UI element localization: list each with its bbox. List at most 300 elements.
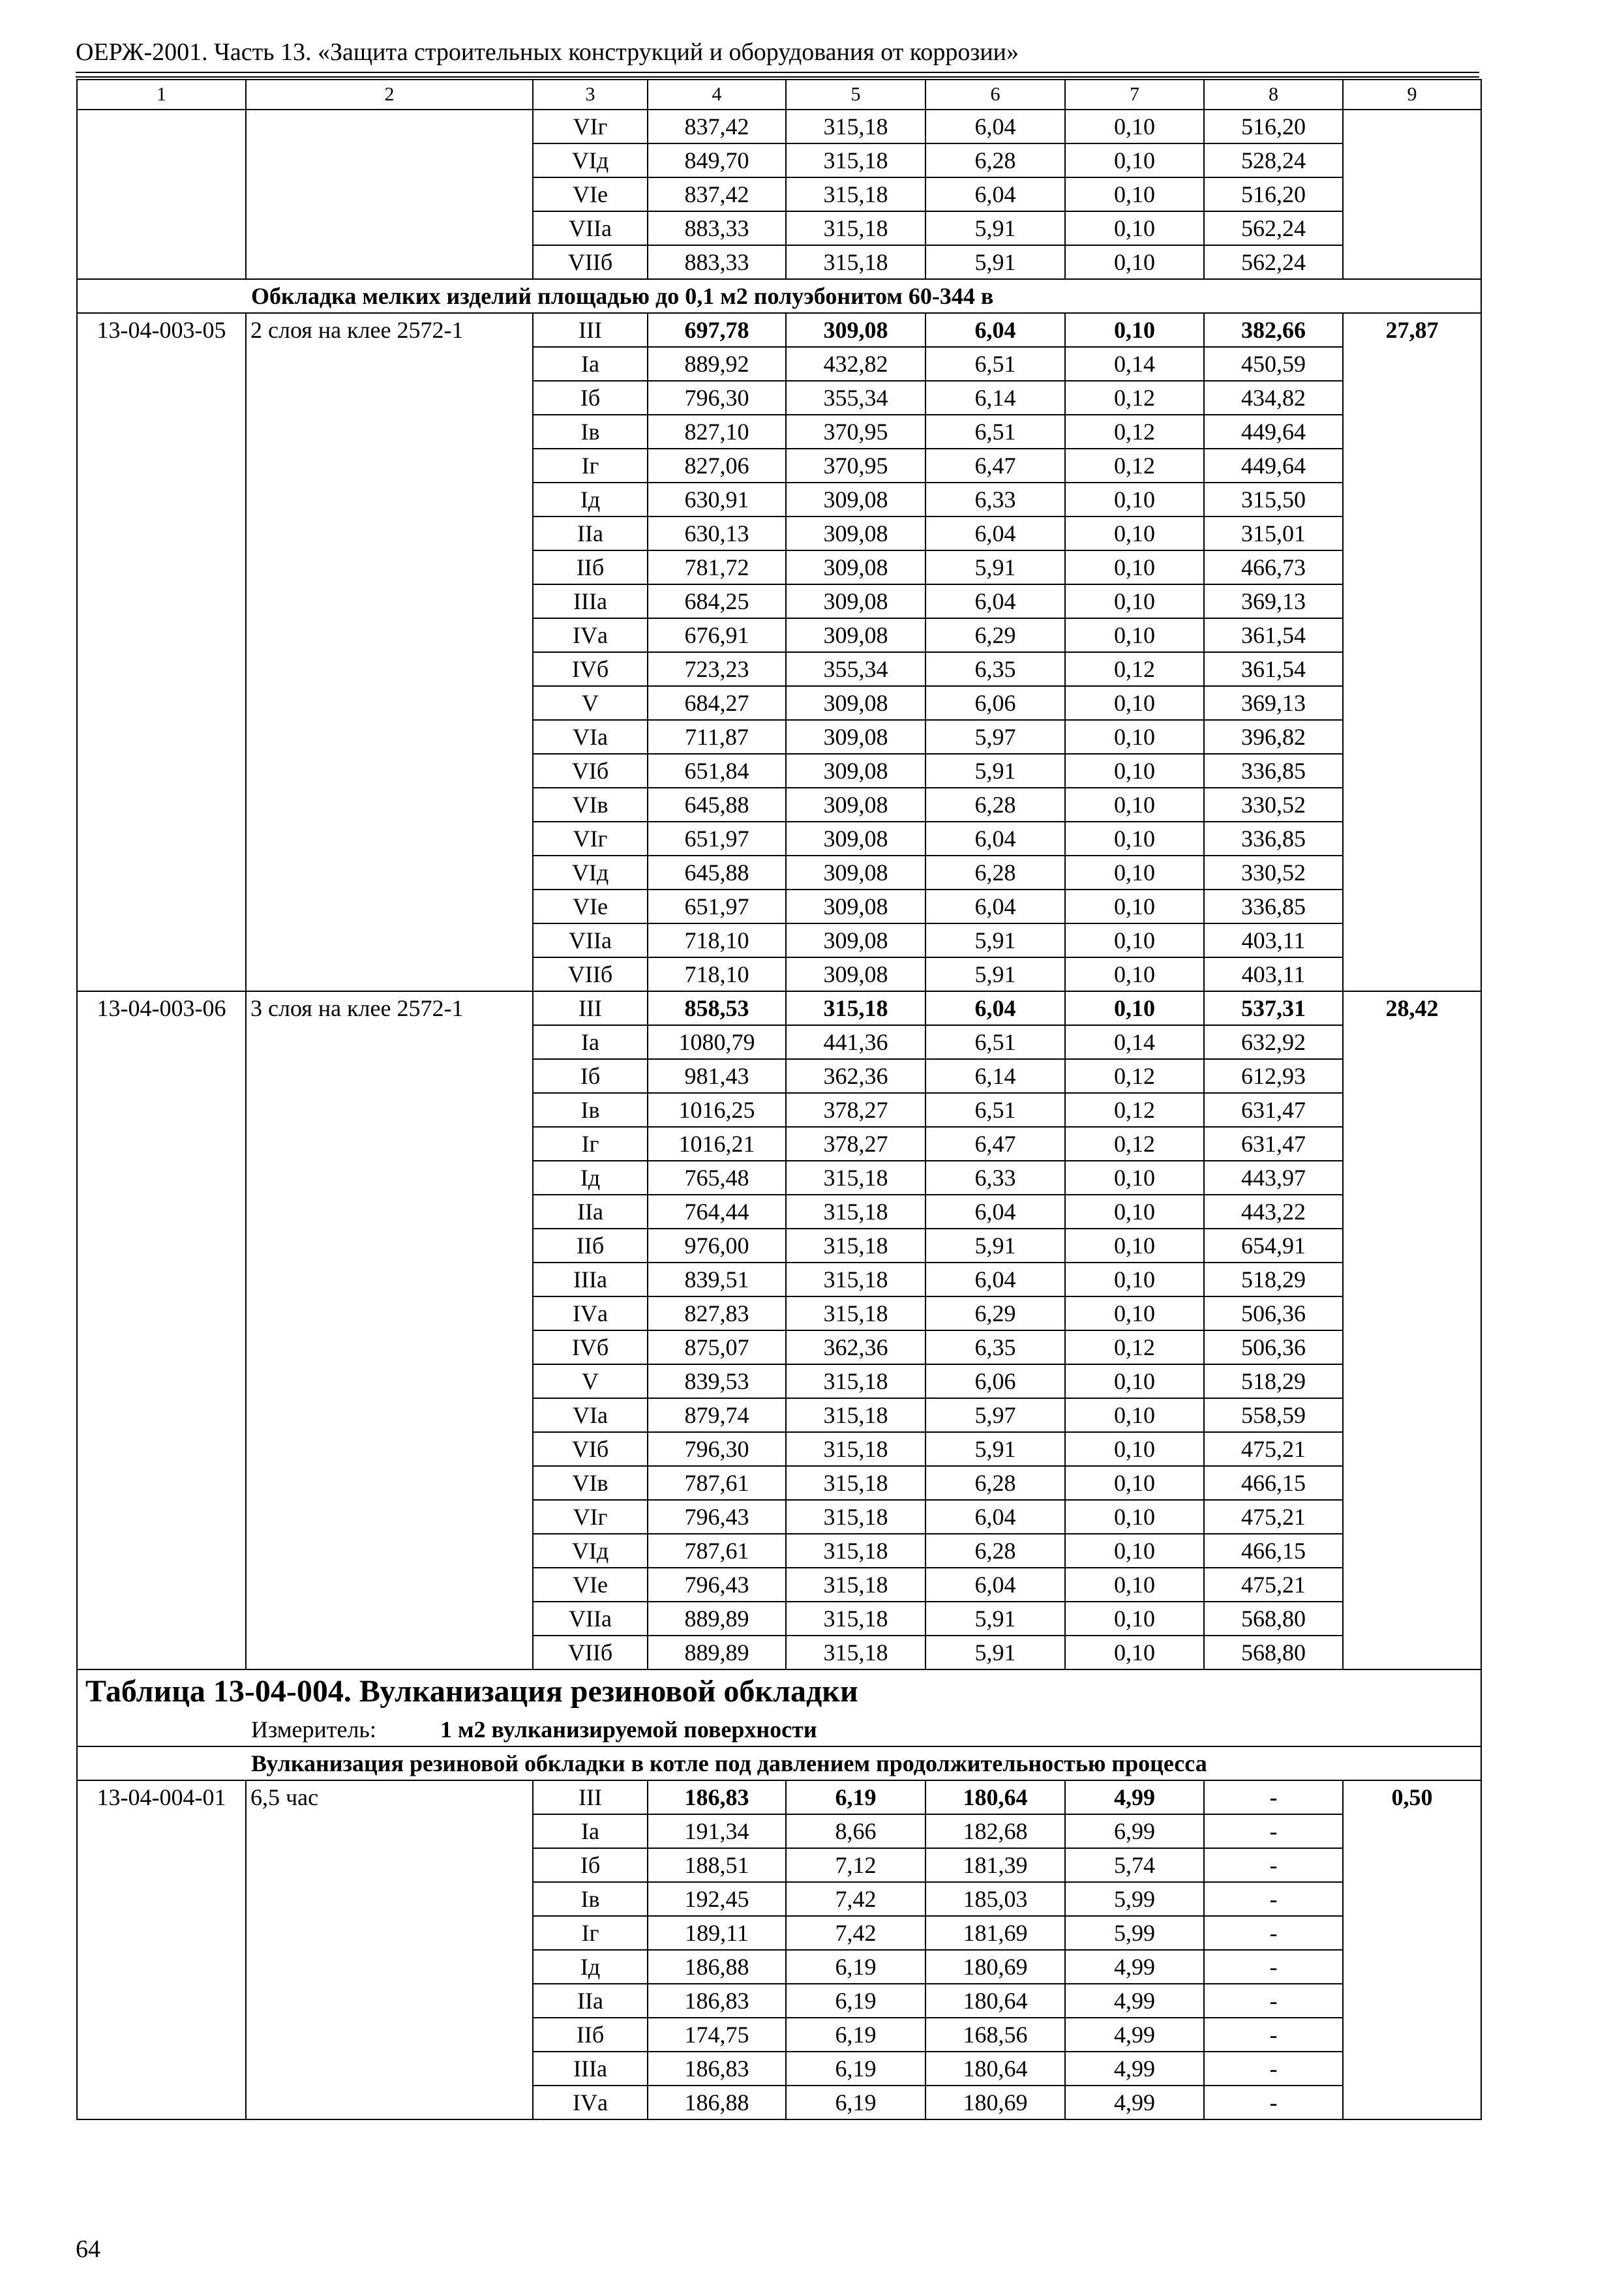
table-cell: 0,10 xyxy=(1065,1364,1204,1398)
table-cell: 0,10 xyxy=(1065,1229,1204,1263)
table-cell: 361,54 xyxy=(1204,618,1343,652)
table-cell: 568,80 xyxy=(1204,1602,1343,1636)
table-cell: 764,44 xyxy=(648,1195,786,1229)
table-cell: VIв xyxy=(533,788,648,822)
table-row xyxy=(77,313,1481,347)
table-row xyxy=(77,1780,1481,1814)
column-number: 3 xyxy=(533,80,648,110)
table-cell: 6,04 xyxy=(925,890,1065,923)
table-cell: Iд xyxy=(533,1950,648,1984)
table-cell: 0,14 xyxy=(1065,1025,1204,1059)
table-cell: 827,10 xyxy=(648,415,786,449)
table-cell: 5,99 xyxy=(1065,1916,1204,1950)
table-cell: IIIа xyxy=(533,584,648,618)
table-cell: 186,88 xyxy=(648,2086,786,2119)
table-cell: - xyxy=(1204,1916,1343,1950)
table-cell: 315,18 xyxy=(786,211,925,245)
table-cell: 5,97 xyxy=(925,1398,1065,1432)
table-title-row xyxy=(77,1669,1481,1713)
table-cell: 362,36 xyxy=(786,1059,925,1093)
table-cell: 355,34 xyxy=(786,652,925,686)
table-cell: 6,04 xyxy=(925,584,1065,618)
rate-name: 6,5 час xyxy=(246,1780,533,2119)
table-cell: 0,10 xyxy=(1065,1263,1204,1296)
table-cell: VIд xyxy=(533,1534,648,1568)
table-cell: 787,61 xyxy=(648,1466,786,1500)
column-number: 9 xyxy=(1343,80,1481,110)
table-cell: 315,18 xyxy=(786,1195,925,1229)
table-cell: 5,91 xyxy=(925,1432,1065,1466)
table-cell: 0,10 xyxy=(1065,177,1204,211)
table-cell: 1080,79 xyxy=(648,1025,786,1059)
table-cell: 309,08 xyxy=(786,686,925,720)
table-cell: 315,18 xyxy=(786,1296,925,1330)
table-cell: IVа xyxy=(533,2086,648,2119)
table-cell: 630,91 xyxy=(648,483,786,516)
table-cell: 765,48 xyxy=(648,1161,786,1195)
table-cell: 6,28 xyxy=(925,1466,1065,1500)
table-cell: 889,92 xyxy=(648,347,786,381)
table-cell: VIе xyxy=(533,177,648,211)
table-cell: - xyxy=(1204,2086,1343,2119)
table-cell: 450,59 xyxy=(1204,347,1343,381)
table-cell: Iг xyxy=(533,449,648,483)
table-cell: 186,88 xyxy=(648,1950,786,1984)
table-cell: 315,18 xyxy=(786,143,925,177)
measure-row xyxy=(77,1713,1481,1746)
table-cell: 315,18 xyxy=(786,1398,925,1432)
table-cell: Iб xyxy=(533,1059,648,1093)
table-cell: 0,10 xyxy=(1065,1398,1204,1432)
table-cell: 6,04 xyxy=(925,110,1065,143)
table-cell: 6,04 xyxy=(925,313,1065,347)
table-cell: 188,51 xyxy=(648,1848,786,1882)
table-cell: 330,52 xyxy=(1204,788,1343,822)
rate-code: 13-04-003-05 xyxy=(77,313,246,991)
table-cell: V xyxy=(533,686,648,720)
table-cell: 6,19 xyxy=(786,1780,925,1814)
table-cell: 0,10 xyxy=(1065,110,1204,143)
table-cell: 443,97 xyxy=(1204,1161,1343,1195)
table-cell: 612,93 xyxy=(1204,1059,1343,1093)
table-cell: IVб xyxy=(533,652,648,686)
column-number: 1 xyxy=(77,80,246,110)
table-cell: 0,10 xyxy=(1065,686,1204,720)
table-cell: 309,08 xyxy=(786,550,925,584)
table-cell: IIб xyxy=(533,1229,648,1263)
table-cell: 315,18 xyxy=(786,1636,925,1669)
measure-value: 1 м2 вулканизируемой поверхности xyxy=(440,1716,817,1743)
table-cell: 180,64 xyxy=(925,1984,1065,2018)
table-cell: 6,04 xyxy=(925,177,1065,211)
table-cell: 466,73 xyxy=(1204,550,1343,584)
table-cell: 182,68 xyxy=(925,1814,1065,1848)
table-cell: 827,06 xyxy=(648,449,786,483)
table-cell: 4,99 xyxy=(1065,1984,1204,2018)
table-cell: 6,35 xyxy=(925,652,1065,686)
table-cell: 7,42 xyxy=(786,1882,925,1916)
page-number: 64 xyxy=(76,2236,100,2263)
table-cell: 6,04 xyxy=(925,1568,1065,1602)
table-cell: 369,13 xyxy=(1204,584,1343,618)
section-row xyxy=(77,1746,1481,1780)
table-cell: 6,51 xyxy=(925,347,1065,381)
table-cell: 796,43 xyxy=(648,1500,786,1534)
table-cell: 5,91 xyxy=(925,1602,1065,1636)
table-cell: 6,06 xyxy=(925,686,1065,720)
table-cell: 6,51 xyxy=(925,415,1065,449)
table-cell: IIIа xyxy=(533,1263,648,1296)
table-cell: VIIа xyxy=(533,211,648,245)
table-cell: 0,10 xyxy=(1065,788,1204,822)
table-cell: 849,70 xyxy=(648,143,786,177)
table-cell: 309,08 xyxy=(786,313,925,347)
table-cell: 6,04 xyxy=(925,1195,1065,1229)
table-cell: 309,08 xyxy=(786,618,925,652)
table-cell: 4,99 xyxy=(1065,1950,1204,1984)
table-cell: 630,13 xyxy=(648,516,786,550)
table-cell: 315,18 xyxy=(786,991,925,1025)
table-cell: 651,97 xyxy=(648,822,786,856)
measure-cell xyxy=(77,1713,1481,1746)
table-cell: 651,97 xyxy=(648,890,786,923)
table-cell: 5,91 xyxy=(925,923,1065,957)
table-cell: 0,12 xyxy=(1065,1330,1204,1364)
table-cell: 181,69 xyxy=(925,1916,1065,1950)
table-cell: 0,10 xyxy=(1065,957,1204,991)
page-header: ОЕРЖ-2001. Часть 13. «Защита строительных конструкций и оборудования от коррозии» xyxy=(76,38,1019,66)
table-cell: 0,10 xyxy=(1065,313,1204,347)
table-cell: VIIа xyxy=(533,923,648,957)
table-cell: Iа xyxy=(533,1025,648,1059)
table-cell: 361,54 xyxy=(1204,652,1343,686)
table-cell: 315,18 xyxy=(786,1568,925,1602)
section-row xyxy=(77,279,1481,313)
table-cell: 0,10 xyxy=(1065,890,1204,923)
table-cell: 6,51 xyxy=(925,1025,1065,1059)
table-cell: 827,83 xyxy=(648,1296,786,1330)
table-cell: 684,27 xyxy=(648,686,786,720)
rates-table xyxy=(76,79,1482,2120)
section-title: Вулканизация резиновой обкладки в котле под давлением продолжительностью процесса xyxy=(77,1746,1481,1780)
table-cell: 403,11 xyxy=(1204,923,1343,957)
table-cell: 839,51 xyxy=(648,1263,786,1296)
table-cell: - xyxy=(1204,2052,1343,2086)
empty-cell xyxy=(246,110,533,279)
table-cell: 0,12 xyxy=(1065,1093,1204,1127)
table-cell: 475,21 xyxy=(1204,1500,1343,1534)
table-cell: III xyxy=(533,991,648,1025)
table-cell: 506,36 xyxy=(1204,1330,1343,1364)
table-cell: 181,39 xyxy=(925,1848,1065,1882)
table-cell: - xyxy=(1204,1814,1343,1848)
table-cell: IIа xyxy=(533,516,648,550)
table-cell: 186,83 xyxy=(648,1984,786,2018)
table-cell: 315,50 xyxy=(1204,483,1343,516)
table-cell: 180,64 xyxy=(925,1780,1065,1814)
table-cell: VIIб xyxy=(533,957,648,991)
table-cell: 676,91 xyxy=(648,618,786,652)
table-cell: 0,12 xyxy=(1065,1059,1204,1093)
table-cell: 6,51 xyxy=(925,1093,1065,1127)
table-cell: - xyxy=(1204,1984,1343,2018)
table-cell: 6,06 xyxy=(925,1364,1065,1398)
table-cell: 309,08 xyxy=(786,856,925,890)
table-cell: 518,29 xyxy=(1204,1364,1343,1398)
table-cell: 6,33 xyxy=(925,1161,1065,1195)
table-cell: 434,82 xyxy=(1204,381,1343,415)
table-cell: VIб xyxy=(533,1432,648,1466)
table-cell: VIв xyxy=(533,1466,648,1500)
table-cell: 5,91 xyxy=(925,754,1065,788)
table-cell: 4,99 xyxy=(1065,2052,1204,2086)
table-cell: 0,10 xyxy=(1065,245,1204,279)
table-cell: 0,10 xyxy=(1065,516,1204,550)
table-cell: 180,69 xyxy=(925,1950,1065,1984)
table-cell: Iв xyxy=(533,415,648,449)
column-number: 6 xyxy=(925,80,1065,110)
table-cell: 6,19 xyxy=(786,2018,925,2052)
table-cell: VIб xyxy=(533,754,648,788)
table-cell: VIе xyxy=(533,1568,648,1602)
table-cell: 378,27 xyxy=(786,1127,925,1161)
header-rule xyxy=(76,76,1479,78)
table-cell: 315,18 xyxy=(786,1229,925,1263)
table-cell: 711,87 xyxy=(648,720,786,754)
table-cell: 537,31 xyxy=(1204,991,1343,1025)
table-cell: VIе xyxy=(533,890,648,923)
table-cell: 1016,25 xyxy=(648,1093,786,1127)
table-cell: 889,89 xyxy=(648,1636,786,1669)
table-cell: 449,64 xyxy=(1204,449,1343,483)
table-cell: 5,91 xyxy=(925,245,1065,279)
table-cell: VIг xyxy=(533,110,648,143)
header-rule xyxy=(76,72,1479,73)
column-number: 2 xyxy=(246,80,533,110)
rate-total: 0,50 xyxy=(1343,1780,1481,2119)
table-cell: 466,15 xyxy=(1204,1466,1343,1500)
table-cell: 315,18 xyxy=(786,1263,925,1296)
table-cell: 0,10 xyxy=(1065,1534,1204,1568)
table-cell: 475,21 xyxy=(1204,1568,1343,1602)
table-cell: 0,10 xyxy=(1065,1161,1204,1195)
table-cell: 0,10 xyxy=(1065,822,1204,856)
table-cell: 0,10 xyxy=(1065,483,1204,516)
column-number-row xyxy=(77,80,1481,110)
table-cell: Iд xyxy=(533,483,648,516)
table-cell: 7,42 xyxy=(786,1916,925,1950)
table-cell: 654,91 xyxy=(1204,1229,1343,1263)
table-cell: 6,47 xyxy=(925,449,1065,483)
rate-code: 13-04-003-06 xyxy=(77,991,246,1669)
table-cell: 5,99 xyxy=(1065,1882,1204,1916)
table-cell: 0,12 xyxy=(1065,652,1204,686)
table-cell: 309,08 xyxy=(786,788,925,822)
rate-name: 3 слоя на клее 2572-1 xyxy=(246,991,533,1669)
table-cell: 189,11 xyxy=(648,1916,786,1950)
table-cell: IIб xyxy=(533,550,648,584)
table-cell: 0,10 xyxy=(1065,754,1204,788)
table-cell: 378,27 xyxy=(786,1093,925,1127)
table-cell: 315,18 xyxy=(786,177,925,211)
table-cell: 516,20 xyxy=(1204,110,1343,143)
table-cell: 336,85 xyxy=(1204,890,1343,923)
empty-cell xyxy=(1343,110,1481,279)
table-cell: 8,66 xyxy=(786,1814,925,1848)
table-cell: 441,36 xyxy=(786,1025,925,1059)
table-cell: 443,22 xyxy=(1204,1195,1343,1229)
table-cell: 396,82 xyxy=(1204,720,1343,754)
table-cell: 5,74 xyxy=(1065,1848,1204,1882)
table-cell: 858,53 xyxy=(648,991,786,1025)
table-cell: 6,14 xyxy=(925,1059,1065,1093)
table-cell: 6,99 xyxy=(1065,1814,1204,1848)
table-cell: 883,33 xyxy=(648,245,786,279)
measure-label: Измеритель: xyxy=(251,1716,376,1743)
table-cell: 4,99 xyxy=(1065,1780,1204,1814)
table-cell: 0,10 xyxy=(1065,1195,1204,1229)
table-cell: Iг xyxy=(533,1127,648,1161)
table-cell: 632,92 xyxy=(1204,1025,1343,1059)
table-cell: 192,45 xyxy=(648,1882,786,1916)
table-cell: 168,56 xyxy=(925,2018,1065,2052)
table-cell: 362,36 xyxy=(786,1330,925,1364)
table-cell: 315,18 xyxy=(786,245,925,279)
table-cell: 6,35 xyxy=(925,1330,1065,1364)
table-cell: 449,64 xyxy=(1204,415,1343,449)
table-cell: Iб xyxy=(533,1848,648,1882)
table-cell: VIIб xyxy=(533,245,648,279)
table-cell: 0,10 xyxy=(1065,1500,1204,1534)
table-cell: 309,08 xyxy=(786,516,925,550)
table-cell: 180,64 xyxy=(925,2052,1065,2086)
table-cell: 309,08 xyxy=(786,584,925,618)
table-cell: 6,29 xyxy=(925,618,1065,652)
rate-total: 28,42 xyxy=(1343,991,1481,1669)
table-cell: - xyxy=(1204,2018,1343,2052)
table-cell: 0,10 xyxy=(1065,211,1204,245)
table-cell: 6,28 xyxy=(925,788,1065,822)
table-cell: 6,04 xyxy=(925,516,1065,550)
table-cell: Iб xyxy=(533,381,648,415)
table-cell: 191,34 xyxy=(648,1814,786,1848)
table-cell: 976,00 xyxy=(648,1229,786,1263)
table-cell: V xyxy=(533,1364,648,1398)
table-cell: VIа xyxy=(533,720,648,754)
table-cell: 0,10 xyxy=(1065,618,1204,652)
table-cell: 6,19 xyxy=(786,2086,925,2119)
table-cell: 382,66 xyxy=(1204,313,1343,347)
table-cell: 631,47 xyxy=(1204,1127,1343,1161)
table-cell: 174,75 xyxy=(648,2018,786,2052)
table-cell: 562,24 xyxy=(1204,211,1343,245)
table-cell: 837,42 xyxy=(648,177,786,211)
table-cell: 466,15 xyxy=(1204,1534,1343,1568)
table-cell: VIд xyxy=(533,143,648,177)
table-cell: 0,10 xyxy=(1065,550,1204,584)
table-cell: 528,24 xyxy=(1204,143,1343,177)
table-cell: 1016,21 xyxy=(648,1127,786,1161)
table-cell: IIб xyxy=(533,2018,648,2052)
table-cell: Iд xyxy=(533,1161,648,1195)
table-cell: 315,18 xyxy=(786,1602,925,1636)
table-cell: 6,19 xyxy=(786,1950,925,1984)
table-cell: 0,10 xyxy=(1065,1466,1204,1500)
table-cell: 315,18 xyxy=(786,1161,925,1195)
table-cell: 0,10 xyxy=(1065,1602,1204,1636)
rate-code: 13-04-004-01 xyxy=(77,1780,246,2119)
table-cell: IVб xyxy=(533,1330,648,1364)
table-cell: 0,14 xyxy=(1065,347,1204,381)
table-cell: 315,18 xyxy=(786,110,925,143)
table-cell: 0,12 xyxy=(1065,381,1204,415)
table-cell: 309,08 xyxy=(786,957,925,991)
table-cell: 0,10 xyxy=(1065,1296,1204,1330)
table-cell: 315,18 xyxy=(786,1432,925,1466)
column-number: 8 xyxy=(1204,80,1343,110)
table-cell: 645,88 xyxy=(648,856,786,890)
table-cell: 0,12 xyxy=(1065,415,1204,449)
table-cell: 875,07 xyxy=(648,1330,786,1364)
table-cell: 883,33 xyxy=(648,211,786,245)
rate-total: 27,87 xyxy=(1343,313,1481,991)
table-cell: 781,72 xyxy=(648,550,786,584)
table-cell: 6,33 xyxy=(925,483,1065,516)
table-cell: 336,85 xyxy=(1204,822,1343,856)
table-cell: 718,10 xyxy=(648,957,786,991)
table-cell: 981,43 xyxy=(648,1059,786,1093)
table-cell: 651,84 xyxy=(648,754,786,788)
table-row xyxy=(77,991,1481,1025)
table-cell: 186,83 xyxy=(648,2052,786,2086)
table-cell: 403,11 xyxy=(1204,957,1343,991)
section-title: Обкладка мелких изделий площадью до 0,1 м2 полуэбонитом 60-344 в xyxy=(77,279,1481,313)
table-cell: 309,08 xyxy=(786,822,925,856)
table-cell: 796,30 xyxy=(648,381,786,415)
table-cell: IVа xyxy=(533,618,648,652)
table-cell: 432,82 xyxy=(786,347,925,381)
table-cell: 837,42 xyxy=(648,110,786,143)
table-cell: Iг xyxy=(533,1916,648,1950)
table-cell: - xyxy=(1204,1780,1343,1814)
table-cell: VIIб xyxy=(533,1636,648,1669)
table-cell: 6,28 xyxy=(925,1534,1065,1568)
table-cell: 506,36 xyxy=(1204,1296,1343,1330)
table-cell: 0,10 xyxy=(1065,720,1204,754)
table-cell: 309,08 xyxy=(786,754,925,788)
table-cell: 369,13 xyxy=(1204,686,1343,720)
table-cell: 5,91 xyxy=(925,550,1065,584)
table-cell: Iа xyxy=(533,347,648,381)
table-cell: 6,19 xyxy=(786,2052,925,2086)
table-cell: 6,28 xyxy=(925,143,1065,177)
table-cell: 568,80 xyxy=(1204,1636,1343,1669)
table-cell: 185,03 xyxy=(925,1882,1065,1916)
column-number: 4 xyxy=(648,80,786,110)
table-cell: 315,18 xyxy=(786,1534,925,1568)
table-cell: 6,29 xyxy=(925,1296,1065,1330)
table-cell: 0,10 xyxy=(1065,923,1204,957)
column-number: 5 xyxy=(786,80,925,110)
table-cell: 4,99 xyxy=(1065,2018,1204,2052)
table-cell: IIIа xyxy=(533,2052,648,2086)
table-cell: III xyxy=(533,1780,648,1814)
table-cell: 309,08 xyxy=(786,720,925,754)
table-cell: VIIа xyxy=(533,1602,648,1636)
table-cell: 315,18 xyxy=(786,1500,925,1534)
table-cell: 0,10 xyxy=(1065,991,1204,1025)
table-cell: 558,59 xyxy=(1204,1398,1343,1432)
